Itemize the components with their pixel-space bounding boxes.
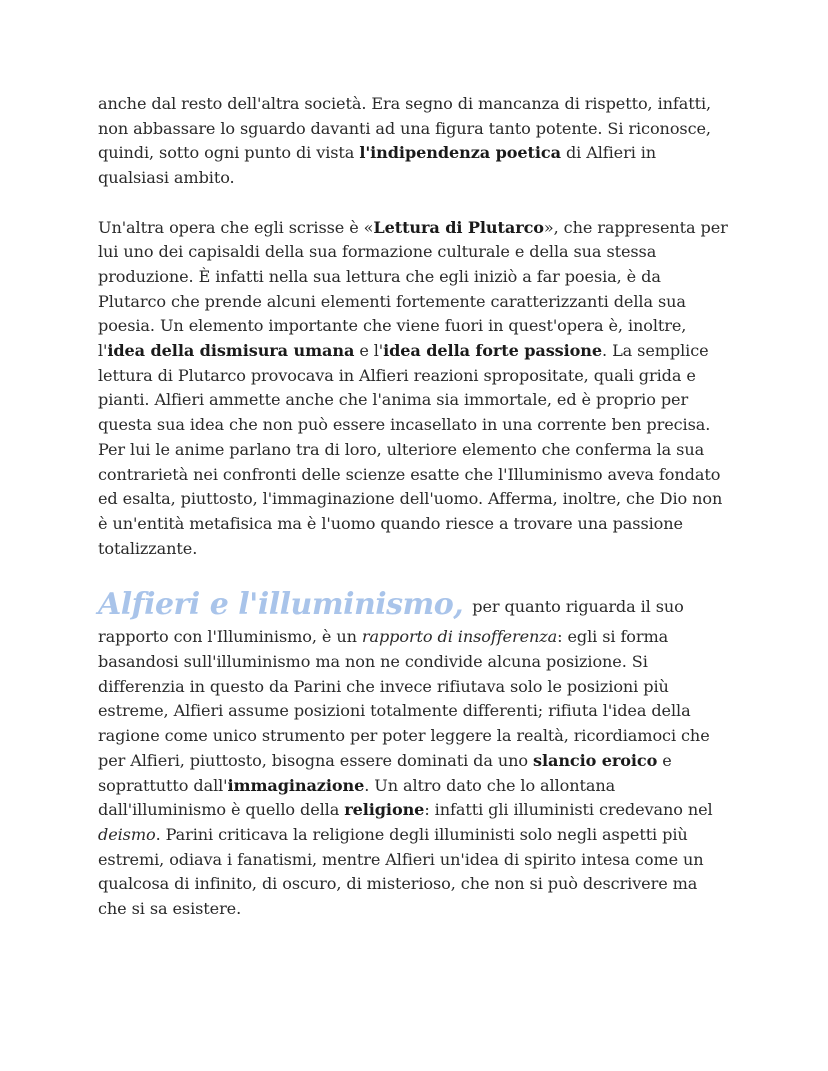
text-run: Un'altra opera che egli scrisse è «: [98, 217, 374, 237]
paragraph-plutarco: [98, 216, 730, 562]
bold-term-strong-passion: idea della forte passione: [383, 341, 603, 361]
document-page: [98, 92, 730, 922]
text-run: anche dal resto dell'altra società. Era segno di mancanza di rispetto, infatti, non abbassare lo sguardo davanti ad una figura tanto potente. Si riconosce, quindi, sotto ogni punto di vista: [98, 94, 712, 163]
text-run: per quanto riguarda il suo rapporto con l'Illuminismo, è un: [98, 597, 684, 647]
text-run: e soprattutto dall': [98, 750, 672, 795]
bold-term-human-excess: idea della dismisura umana: [107, 341, 355, 361]
text-run: . La semplice lettura di Plutarco provocava in Alfieri reazioni spropositate, quali grida e pianti. Alfieri ammette anche che l'anima sia immortale, ed è proprio per questa sua idea che non può essere incasellato in una corrente ben precisa. Per lui le anime parlano tra di loro, ulteriore elemento che conferma la sua contrarietà nei confronti delle scienze esatte che l'Illuminismo aveva fondato ed esalta, piuttosto, l'immaginazione dell'uomo. Afferma, inoltre, che Dio non è un'entità metafisica ma è l'uomo quando riesce a trovare una passione totalizzante.: [98, 341, 723, 558]
paragraph-spacer: [98, 191, 730, 216]
bold-term-heroic-impulse: slancio eroico: [533, 750, 658, 770]
text-run: e l': [354, 341, 384, 361]
italic-term-deismo: deismo: [98, 824, 156, 844]
paragraph-enlightenment: [98, 585, 730, 921]
bold-title-lettura-di-plutarco: Lettura di Plutarco: [373, 217, 544, 237]
italic-term-insofferenza: rapporto di insofferenza: [361, 627, 558, 647]
paragraph-independence: [98, 92, 730, 191]
bold-term-religion: religione: [344, 800, 425, 820]
text-run: di Alfieri in qualsiasi ambito.: [98, 143, 657, 188]
text-run: . Un altro dato che lo allontana dall'illuminismo è quello della: [98, 775, 616, 820]
bold-term-poetic-independence: l'indipendenza poetica: [359, 143, 561, 163]
section-heading: Alfieri e l'illuminismo,: [98, 587, 464, 623]
text-run: : egli si forma basandosi sull'illuminismo ma non ne condivide alcuna posizione. Si differenzia in questo da Parini che invece rifiutava solo le posizioni più estreme, Alfieri assume posizioni totalmente differenti; rifiuta l'idea della ragione come unico strumento per poter leggere la realtà, ricordiamoci che per Alfieri, piuttosto, bisogna essere dominati da uno: [98, 627, 710, 770]
text-run: . Parini criticava la religione degli illuministi solo negli aspetti più estremi, odiava i fanatismi, mentre Alfieri un'idea di spirito intesa come un qualcosa di infinito, di oscuro, di misterioso, che non si può descrivere ma che si sa esistere.: [98, 824, 704, 919]
text-run: : infatti gli illuministi credevano nel: [424, 800, 713, 820]
bold-term-imagination: immaginazione: [227, 775, 365, 795]
paragraph-spacer: [98, 561, 730, 585]
text-run: », che rappresenta per lui uno dei capisaldi della sua formazione culturale e della sua stessa produzione. È infatti nella sua lettura che egli iniziò a far poesia, è da Plutarco che prende alcuni elementi fortemente caratterizzanti della sua poesia. Un elemento importante che viene fuori in quest'opera è, inoltre, l': [98, 217, 728, 361]
